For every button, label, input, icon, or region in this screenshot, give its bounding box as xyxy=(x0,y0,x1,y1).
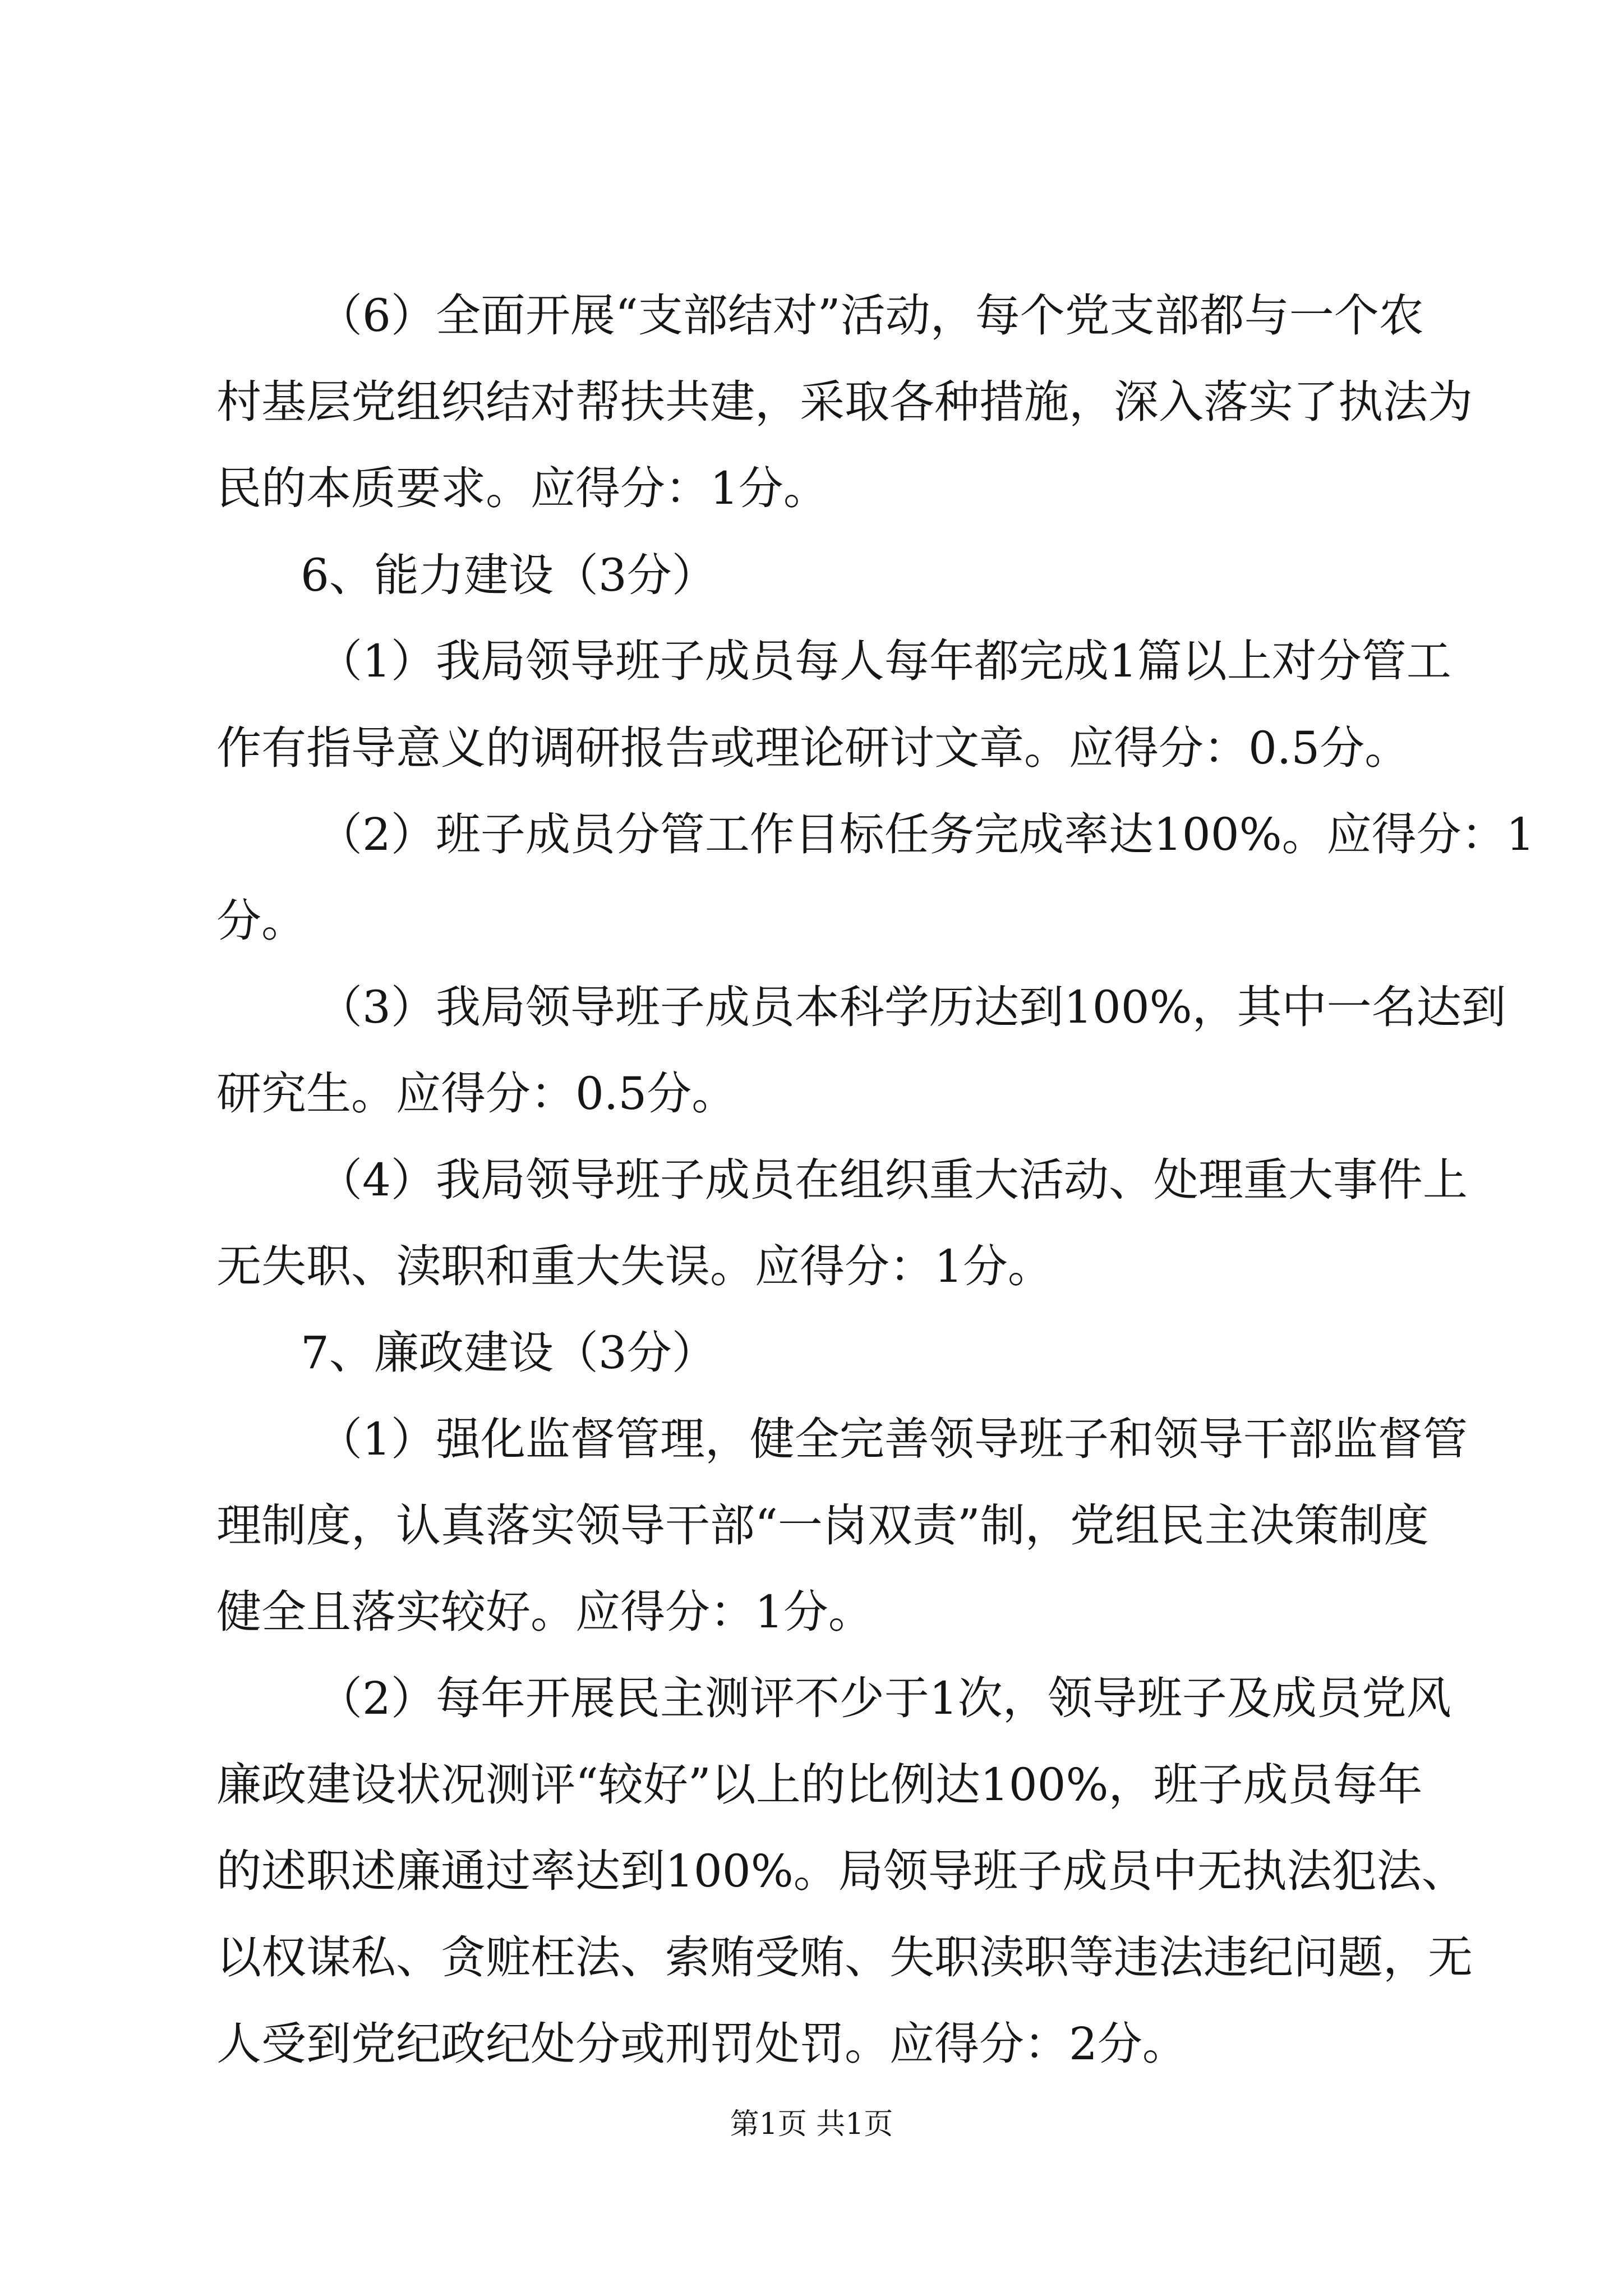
text-line: 研究生。应得分：0.5分。 xyxy=(216,1068,737,1120)
text-line: 作有指导意义的调研报告或理论研讨文章。应得分：0.5分。 xyxy=(216,722,1410,774)
page-number-footer: 第1页 共1页 xyxy=(730,2108,893,2141)
text-line: 分。 xyxy=(216,895,306,947)
text-line: 理制度，认真落实领导干部“一岗双责”制，党组民主决策制度 xyxy=(216,1499,1429,1552)
text-line: 以权谋私、贪赃枉法、索贿受贿、失职渎职等违法违纪问题，无 xyxy=(216,1931,1473,1984)
text-line: 健全且落实较好。应得分：1分。 xyxy=(216,1586,873,1638)
text-line: （3）我局领导班子成员本科学历达到100%，其中一名达到 xyxy=(317,981,1506,1033)
text-line: （1）我局领导班子成员每人每年都完成1篇以上对分管工 xyxy=(317,635,1451,687)
text-line: （2）每年开展民主测评不少于1次，领导班子及成员党风 xyxy=(317,1672,1451,1724)
text-line: 廉政建设状况测评“较好”以上的比例达100%，班子成员每年 xyxy=(216,1759,1423,1811)
text-line: 民的本质要求。应得分：1分。 xyxy=(216,462,828,514)
section-heading: 6、能力建设（3分） xyxy=(301,549,717,601)
text-line: 人受到党纪政纪处分或刑罚处罚。应得分：2分。 xyxy=(216,2018,1187,2070)
text-line: 的述职述廉通过率达到100%。局领导班子成员中无执法犯法、 xyxy=(216,1845,1467,1897)
section-heading: 7、廉政建设（3分） xyxy=(301,1327,717,1379)
text-line: （1）强化监督管理，健全完善领导班子和领导干部监督管 xyxy=(317,1413,1468,1465)
text-line: （6）全面开展“支部结对”活动，每个党支部都与一个农 xyxy=(317,289,1424,342)
text-line: 无失职、渎职和重大失误。应得分：1分。 xyxy=(216,1240,1053,1292)
text-line: （2）班子成员分管工作目标任务完成率达100%。应得分：1 xyxy=(317,808,1535,861)
text-line: （4）我局领导班子成员在组织重大活动、处理重大事件上 xyxy=(317,1154,1468,1206)
text-line: 村基层党组织结对帮扶共建，采取各种措施，深入落实了执法为 xyxy=(216,376,1473,428)
